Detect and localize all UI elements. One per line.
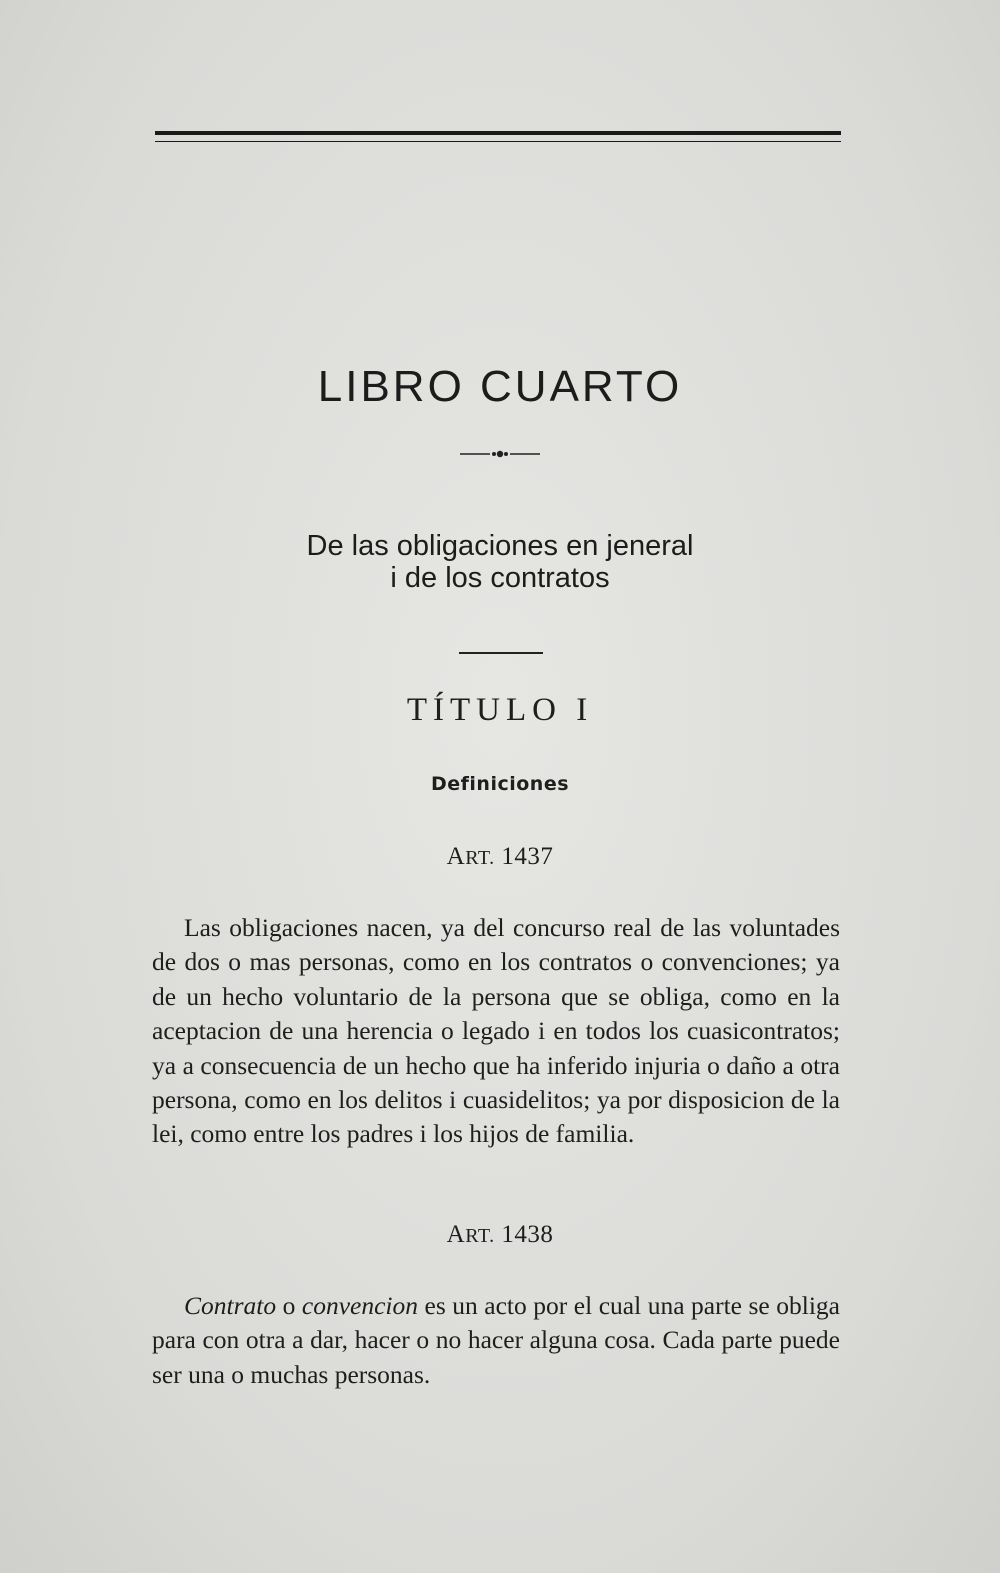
subtitle-line-2: i de los contratos bbox=[390, 562, 610, 594]
header-rule-thin bbox=[155, 141, 841, 142]
article-label-rest: RT. bbox=[465, 1225, 495, 1247]
term-convencion: convencion bbox=[301, 1291, 418, 1320]
subtitle-line-1: De las obligaciones en jeneral bbox=[306, 530, 694, 562]
article-label-prefix: A bbox=[446, 1221, 466, 1248]
term-connector: o bbox=[282, 1291, 296, 1320]
term-contrato: Contrato bbox=[184, 1291, 277, 1320]
article-label-prefix: A bbox=[446, 843, 466, 870]
title-name: Definiciones bbox=[430, 773, 570, 795]
article-label bbox=[0, 843, 1000, 871]
book-subtitle bbox=[0, 530, 1000, 594]
article-number: 1438 bbox=[501, 1221, 554, 1248]
book-title: LIBRO CUARTO bbox=[317, 362, 683, 411]
article-number: 1437 bbox=[501, 843, 554, 870]
ornament-divider bbox=[0, 446, 1000, 466]
section-rule bbox=[459, 652, 543, 654]
article-label-rest: RT. bbox=[465, 847, 495, 869]
ornament-icon bbox=[460, 446, 540, 462]
title-heading: TÍTULO I bbox=[406, 692, 594, 728]
article-label bbox=[0, 1221, 1000, 1249]
header-rule-thick bbox=[155, 131, 841, 135]
article-text-body: es un acto por el cual una parte se obliga para con otra a dar, hacer o no hacer alguna cosa. Cada parte puede ser una o muchas personas. bbox=[152, 1291, 840, 1389]
article-text: Las obligaciones nacen, ya del concurso real de las voluntades de dos o mas personas, como en los contratos o convenciones; ya de un hecho voluntario de la persona que se obliga, como en la aceptacion de una herencia o legado i en todos los cuasicontratos; ya a consecuencia de un hecho que ha inferido injuria o daño a otra persona, como en los delitos i cuasidelitos; ya por disposicion de la lei, como entre los padres i los hijos de familia. bbox=[152, 913, 840, 1149]
article-text bbox=[152, 1289, 840, 1392]
